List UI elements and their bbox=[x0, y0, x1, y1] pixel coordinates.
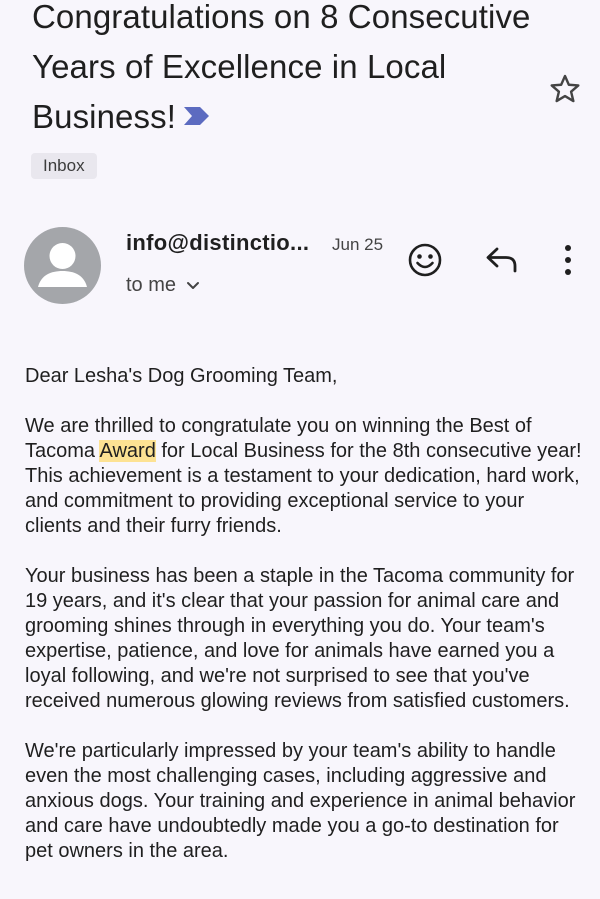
search-highlight: Award bbox=[99, 440, 156, 462]
inbox-label-chip[interactable]: Inbox bbox=[31, 153, 97, 179]
body-paragraph bbox=[25, 414, 585, 539]
reply-icon[interactable] bbox=[484, 244, 520, 276]
email-date: Jun 25 bbox=[332, 235, 384, 254]
chevron-down-icon bbox=[186, 281, 200, 291]
emoji-react-icon[interactable] bbox=[406, 241, 444, 279]
importance-marker-icon[interactable] bbox=[182, 106, 210, 126]
greeting-text: Dear Lesha's Dog Grooming Team, bbox=[25, 365, 338, 387]
star-icon[interactable] bbox=[548, 72, 582, 106]
more-vert-icon[interactable] bbox=[556, 243, 580, 277]
subject-text: Congratulations on 8 Consecutive Years of Excellence in Local Business! bbox=[32, 0, 531, 135]
sender-address[interactable]: info@distinctio... bbox=[126, 230, 310, 255]
person-avatar-icon bbox=[24, 227, 101, 304]
recipient-details-toggle[interactable] bbox=[126, 274, 200, 297]
sender-avatar[interactable] bbox=[24, 227, 101, 304]
recipient-label: to me bbox=[126, 274, 177, 296]
email-subject bbox=[32, 0, 532, 142]
body-text: for Local Business for the 8th consecutive year! This achievement is a testament to your dedication, hard work, and commitment to providing exceptional service to your clients and their furry friends. bbox=[25, 440, 582, 537]
email-body bbox=[25, 364, 585, 889]
body-text: We are thrilled to congratulate you on winning the Best of Tacoma bbox=[25, 415, 532, 462]
body-paragraph: We're particularly impressed by your team's ability to handle even the most challenging cases, including aggressive and anxious dogs. Your training and experience in animal behavior and care have undoubtedly made you a go-to destination for pet owners in the area. bbox=[25, 740, 576, 862]
body-paragraph: Your business has been a staple in the Tacoma community for 19 years, and it's clear that your passion for animal care and grooming shines through in everything you do. Your team's expertise, patience, and love for animals have earned you a loyal following, and we're not surprised to see that you've received numerous glowing reviews from satisfied customers. bbox=[25, 565, 575, 712]
